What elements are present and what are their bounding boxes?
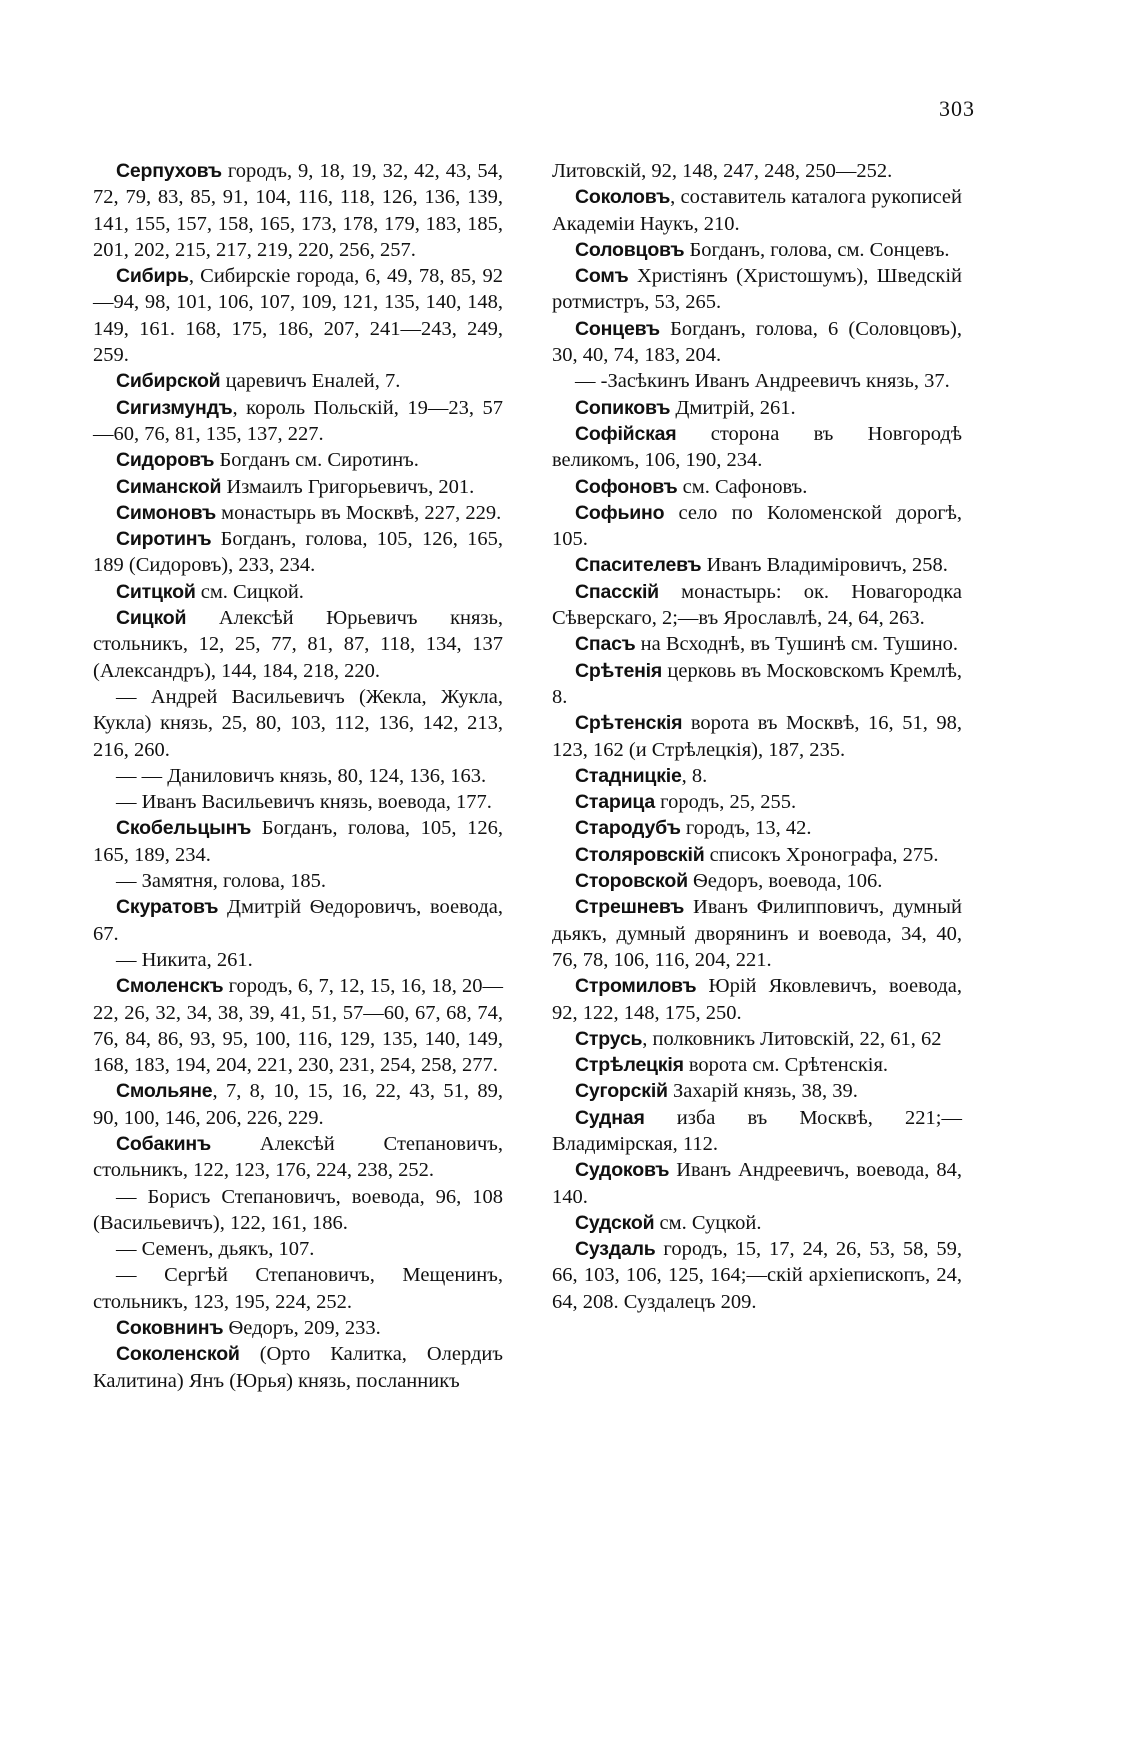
entry-headword: Спасъ bbox=[575, 633, 636, 656]
entry-headword: Серпуховъ bbox=[116, 160, 222, 182]
entry-text: , 8. bbox=[681, 764, 708, 787]
entry-headword: Стрѣлецкія bbox=[575, 1054, 684, 1077]
entry-headword: Софоновъ bbox=[575, 475, 678, 498]
index-entry bbox=[93, 1315, 503, 1341]
entry-text: — Семенъ, дьякъ, 107. bbox=[116, 1238, 315, 1261]
entry-text: , Сибирскіе города, 6, 49, 78, 85, 92—94, 98, 101, 106, 107, 109, 121, 135, 140, 148, 149, 161. 168, 175, 186, 207, 241—243, 249, 259. bbox=[93, 265, 503, 367]
index-entry bbox=[93, 1184, 503, 1237]
index-entry bbox=[93, 789, 503, 815]
entry-headword: Срѣтенскія bbox=[575, 712, 683, 735]
entry-text: Иванъ Филипповичъ, думный дьякъ, думный дворянинъ и воевода, 34, 40, 76, 78, 106, 116, 204, 221. bbox=[552, 896, 962, 971]
entry-text: Богданъ, голова, 105, 126, 165, 189, 234. bbox=[93, 817, 503, 866]
index-entry bbox=[552, 368, 962, 394]
entry-headword: Сибирской bbox=[116, 370, 221, 393]
index-entry bbox=[93, 815, 503, 868]
index-entry bbox=[552, 316, 962, 369]
index-entry bbox=[552, 579, 962, 632]
entry-text: — — Даниловичъ князь, 80, 124, 136, 163. bbox=[116, 764, 487, 787]
entry-headword: Сицкой bbox=[116, 607, 187, 630]
entry-headword: Смольяне bbox=[116, 1080, 213, 1103]
entry-text: городъ, 15, 17, 24, 26, 53, 58, 59, 66, 103, 106, 125, 164;—скій архіепископъ, 24, 64, 208. Суздалецъ 209. bbox=[552, 1238, 962, 1313]
entry-text: Алексѣй Юрьевичъ князь, стольникъ, 12, 25, 77, 81, 87, 118, 134, 137 (Александръ), 144, 184, 218, 220. bbox=[93, 607, 503, 682]
entry-text: Богданъ, голова, 105, 126, 165, 189 (Сидоровъ), 233, 234. bbox=[93, 528, 503, 577]
entry-text: Христіянъ (Христошумъ), Шведскій ротмистръ, 53, 265. bbox=[552, 265, 962, 314]
entry-text: — Замятня, голова, 185. bbox=[116, 870, 326, 893]
entry-headword: Соковнинъ bbox=[116, 1317, 224, 1340]
entry-headword: Судской bbox=[575, 1211, 655, 1234]
index-entry bbox=[552, 1157, 962, 1210]
entry-headword: Стадницкіе bbox=[575, 764, 682, 787]
entry-headword: Симанской bbox=[116, 475, 222, 498]
entry-headword: Софійская bbox=[575, 422, 677, 445]
entry-headword: Смоленскъ bbox=[116, 975, 224, 998]
index-entry bbox=[93, 684, 503, 763]
entry-text: (Орто Калитка, Олердиъ Калитина) Янъ (Юрья) князь, посланникъ bbox=[93, 1343, 503, 1392]
entry-headword: Соловцовъ bbox=[575, 238, 685, 261]
entry-text: см. Сицкой. bbox=[195, 580, 304, 603]
entry-text: Юрій Яковлевичъ, воевода, 92, 122, 148, 175, 250. bbox=[552, 975, 962, 1024]
entry-headword: Скобельцынъ bbox=[116, 817, 252, 840]
entry-headword: Старица bbox=[575, 791, 656, 814]
entry-headword: Спасителевъ bbox=[575, 554, 702, 577]
index-entry bbox=[552, 1078, 962, 1104]
entry-text: , составитель каталога рукописей Академіи Наукъ, 210. bbox=[552, 186, 962, 235]
index-entry bbox=[552, 894, 962, 973]
entry-text: , полковникъ Литовскій, 22, 61, 62 bbox=[642, 1027, 942, 1050]
index-entry bbox=[552, 474, 962, 500]
entry-text: ворота см. Срѣтенскія. bbox=[683, 1054, 889, 1077]
entry-text: ворота въ Москвѣ, 16, 51, 98, 123, 162 (и Стрѣлецкія), 187, 235. bbox=[552, 712, 962, 761]
entry-text: церковь въ Московскомъ Кремлѣ, 8. bbox=[552, 659, 962, 708]
entry-text: Дмитрій Ѳедоровичъ, воевода, 67. bbox=[93, 896, 503, 945]
index-entry bbox=[93, 605, 503, 684]
entry-text: — -Засѣкинъ Иванъ Андреевичъ князь, 37. bbox=[575, 370, 950, 393]
index-entry bbox=[552, 500, 962, 553]
entry-headword: Суздаль bbox=[575, 1238, 656, 1261]
entry-text: Дмитрій, 261. bbox=[670, 396, 796, 419]
entry-text: царевичъ Еналей, 7. bbox=[220, 370, 401, 393]
index-entry bbox=[93, 500, 503, 526]
index-entry bbox=[552, 1210, 962, 1236]
entry-headword: Сопиковъ bbox=[575, 396, 671, 419]
index-entry bbox=[93, 1078, 503, 1131]
index-entry bbox=[552, 631, 962, 657]
entry-headword: Сомъ bbox=[575, 265, 629, 288]
index-entry bbox=[552, 710, 962, 763]
entry-text: — Сергѣй Степановичъ, Мещенинъ, стольникъ, 123, 195, 224, 252. bbox=[93, 1264, 503, 1313]
entry-headword: Сугорскій bbox=[575, 1080, 668, 1103]
entry-headword: Судоковъ bbox=[575, 1159, 670, 1182]
entry-headword: Спасскій bbox=[575, 580, 659, 603]
entry-text: , король Польскій, 19—23, 57—60, 76, 81, 135, 137, 227. bbox=[93, 396, 503, 445]
entry-text: изба въ Москвѣ, 221;—Владимірская, 112. bbox=[552, 1106, 962, 1155]
entry-text: , 7, 8, 10, 15, 16, 22, 43, 51, 89, 90, 100, 146, 206, 226, 229. bbox=[93, 1080, 503, 1129]
entry-headword: Сидоровъ bbox=[116, 449, 215, 472]
entry-headword: Стрешневъ bbox=[575, 896, 685, 919]
entry-headword: Сонцевъ bbox=[575, 317, 660, 340]
index-entry bbox=[552, 842, 962, 868]
entry-text: Ѳедоръ, 209, 233. bbox=[223, 1317, 381, 1340]
index-entry bbox=[552, 237, 962, 263]
index-entry bbox=[93, 368, 503, 394]
entry-text: Богданъ, голова, 6 (Соловцовъ), 30, 40, 74, 183, 204. bbox=[552, 317, 962, 367]
entry-headword: Симоновъ bbox=[116, 501, 216, 524]
index-entry bbox=[552, 658, 962, 711]
entry-text: см. Сафоновъ. bbox=[677, 475, 808, 498]
entry-text: Захарій князь, 38, 39. bbox=[667, 1080, 858, 1103]
index-entry bbox=[552, 763, 962, 789]
index-entry bbox=[552, 184, 962, 237]
index-entry bbox=[93, 947, 503, 973]
entry-text: городъ, 9, 18, 19, 32, 42, 43, 54, 72, 79, 83, 85, 91, 104, 116, 118, 126, 136, 139, 141, 155, 157, 158, 165, 173, 178, 179, 183, 185, 201, 202, 215, 217, 219, 220, 256, 257. bbox=[93, 160, 503, 261]
entry-text: списокъ Хронографа, 275. bbox=[704, 843, 939, 866]
entry-text: городъ, 6, 7, 12, 15, 16, 18, 20—22, 26, 32, 34, 38, 39, 41, 51, 57—60, 67, 68, 74, 76, 84, 86, 93, 95, 100, 116, 129, 135, 140, 149, 168, 183, 194, 204, 221, 230, 231, 254, 258, 277. bbox=[93, 975, 503, 1077]
index-entry bbox=[552, 263, 962, 316]
index-entry bbox=[552, 552, 962, 578]
index-entry bbox=[552, 789, 962, 815]
index-entry bbox=[93, 763, 503, 789]
entry-text: Иванъ Владиміровичъ, 258. bbox=[701, 554, 948, 577]
entry-text: Измаилъ Григорьевичъ, 201. bbox=[221, 475, 475, 498]
entry-headword: Софьино bbox=[575, 501, 665, 524]
entry-text: Ѳедоръ, воевода, 106. bbox=[687, 870, 883, 893]
entry-text: — Борисъ Степановичъ, воевода, 96, 108 (Васильевичъ), 122, 161, 186. bbox=[93, 1185, 503, 1234]
index-entry bbox=[552, 158, 962, 184]
entry-headword: Соколенской bbox=[116, 1343, 240, 1366]
index-entry bbox=[552, 1026, 962, 1052]
index-entry bbox=[93, 447, 503, 473]
index-entry bbox=[552, 421, 962, 474]
entry-headword: Стромиловъ bbox=[575, 975, 697, 998]
entry-headword: Ситцкой bbox=[116, 580, 196, 603]
entry-text: Богданъ, голова, см. Сонцевъ. bbox=[684, 238, 950, 261]
entry-text: городъ, 13, 42. bbox=[680, 817, 812, 840]
entry-text: село по Коломенской дорогѣ, 105. bbox=[552, 501, 962, 551]
entry-headword: Струсь bbox=[575, 1027, 643, 1050]
entry-headword: Скуратовъ bbox=[116, 896, 219, 919]
entry-text: сторона въ Новгородѣ великомъ, 106, 190, 234. bbox=[552, 422, 962, 472]
entry-headword: Судная bbox=[575, 1106, 645, 1129]
entry-text: — Иванъ Васильевичъ князь, воевода, 177. bbox=[116, 791, 492, 814]
entry-headword: Собакинъ bbox=[116, 1132, 212, 1155]
index-entry bbox=[93, 1236, 503, 1262]
entry-headword: Сибирь bbox=[116, 265, 189, 288]
index-column-right bbox=[552, 158, 962, 1315]
index-entry bbox=[552, 868, 962, 894]
entry-headword: Сигизмундъ bbox=[116, 396, 233, 419]
index-entry bbox=[552, 815, 962, 841]
page-number: 303 bbox=[939, 96, 975, 121]
entry-text: см. Суцкой. bbox=[654, 1211, 762, 1234]
entry-text: монастырь: ок. Новагородка Сѣверскаго, 2;—въ Ярославлѣ, 24, 64, 263. bbox=[552, 580, 962, 630]
entry-headword: Срѣтенія bbox=[575, 659, 663, 682]
entry-text: Алексѣй Степановичъ, стольникъ, 122, 123, 176, 224, 238, 252. bbox=[93, 1132, 503, 1182]
entry-text: городъ, 25, 255. bbox=[655, 791, 797, 814]
index-column-left bbox=[93, 158, 503, 1394]
index-entry bbox=[552, 1052, 962, 1078]
index-entry bbox=[552, 395, 962, 421]
index-entry bbox=[93, 894, 503, 947]
index-entry bbox=[93, 1341, 503, 1394]
index-entry bbox=[93, 263, 503, 368]
entry-text: — Никита, 261. bbox=[116, 948, 253, 971]
index-entry bbox=[552, 973, 962, 1026]
entry-text: Литовскій, 92, 148, 247, 248, 250—252. bbox=[552, 160, 893, 182]
index-entry bbox=[93, 158, 503, 263]
entry-headword: Стародубъ bbox=[575, 817, 681, 840]
entry-headword: Сиротинъ bbox=[116, 528, 212, 551]
entry-text: Иванъ Андреевичъ, воевода, 84, 140. bbox=[552, 1159, 962, 1208]
index-entry bbox=[93, 868, 503, 894]
entry-headword: Столяровскій bbox=[575, 843, 705, 866]
index-entry bbox=[552, 1105, 962, 1158]
entry-text: на Всходнѣ, въ Тушинѣ см. Тушино. bbox=[635, 633, 959, 656]
index-entry bbox=[93, 1131, 503, 1184]
index-entry bbox=[93, 1262, 503, 1315]
index-entry bbox=[93, 474, 503, 500]
entry-text: Богданъ см. Сиротинъ. bbox=[214, 449, 419, 472]
entry-headword: Сторовской bbox=[575, 870, 688, 893]
entry-text: — Андрей Васильевичъ (Жекла, Жукла, Кукла) князь, 25, 80, 103, 112, 136, 142, 213, 216, 260. bbox=[93, 685, 503, 761]
index-entry bbox=[93, 579, 503, 605]
entry-text: монастырь въ Москвѣ, 227, 229. bbox=[215, 501, 502, 524]
index-entry bbox=[93, 526, 503, 579]
index-entry bbox=[552, 1236, 962, 1315]
index-entry bbox=[93, 395, 503, 448]
entry-headword: Соколовъ bbox=[575, 186, 671, 209]
index-entry bbox=[93, 973, 503, 1078]
